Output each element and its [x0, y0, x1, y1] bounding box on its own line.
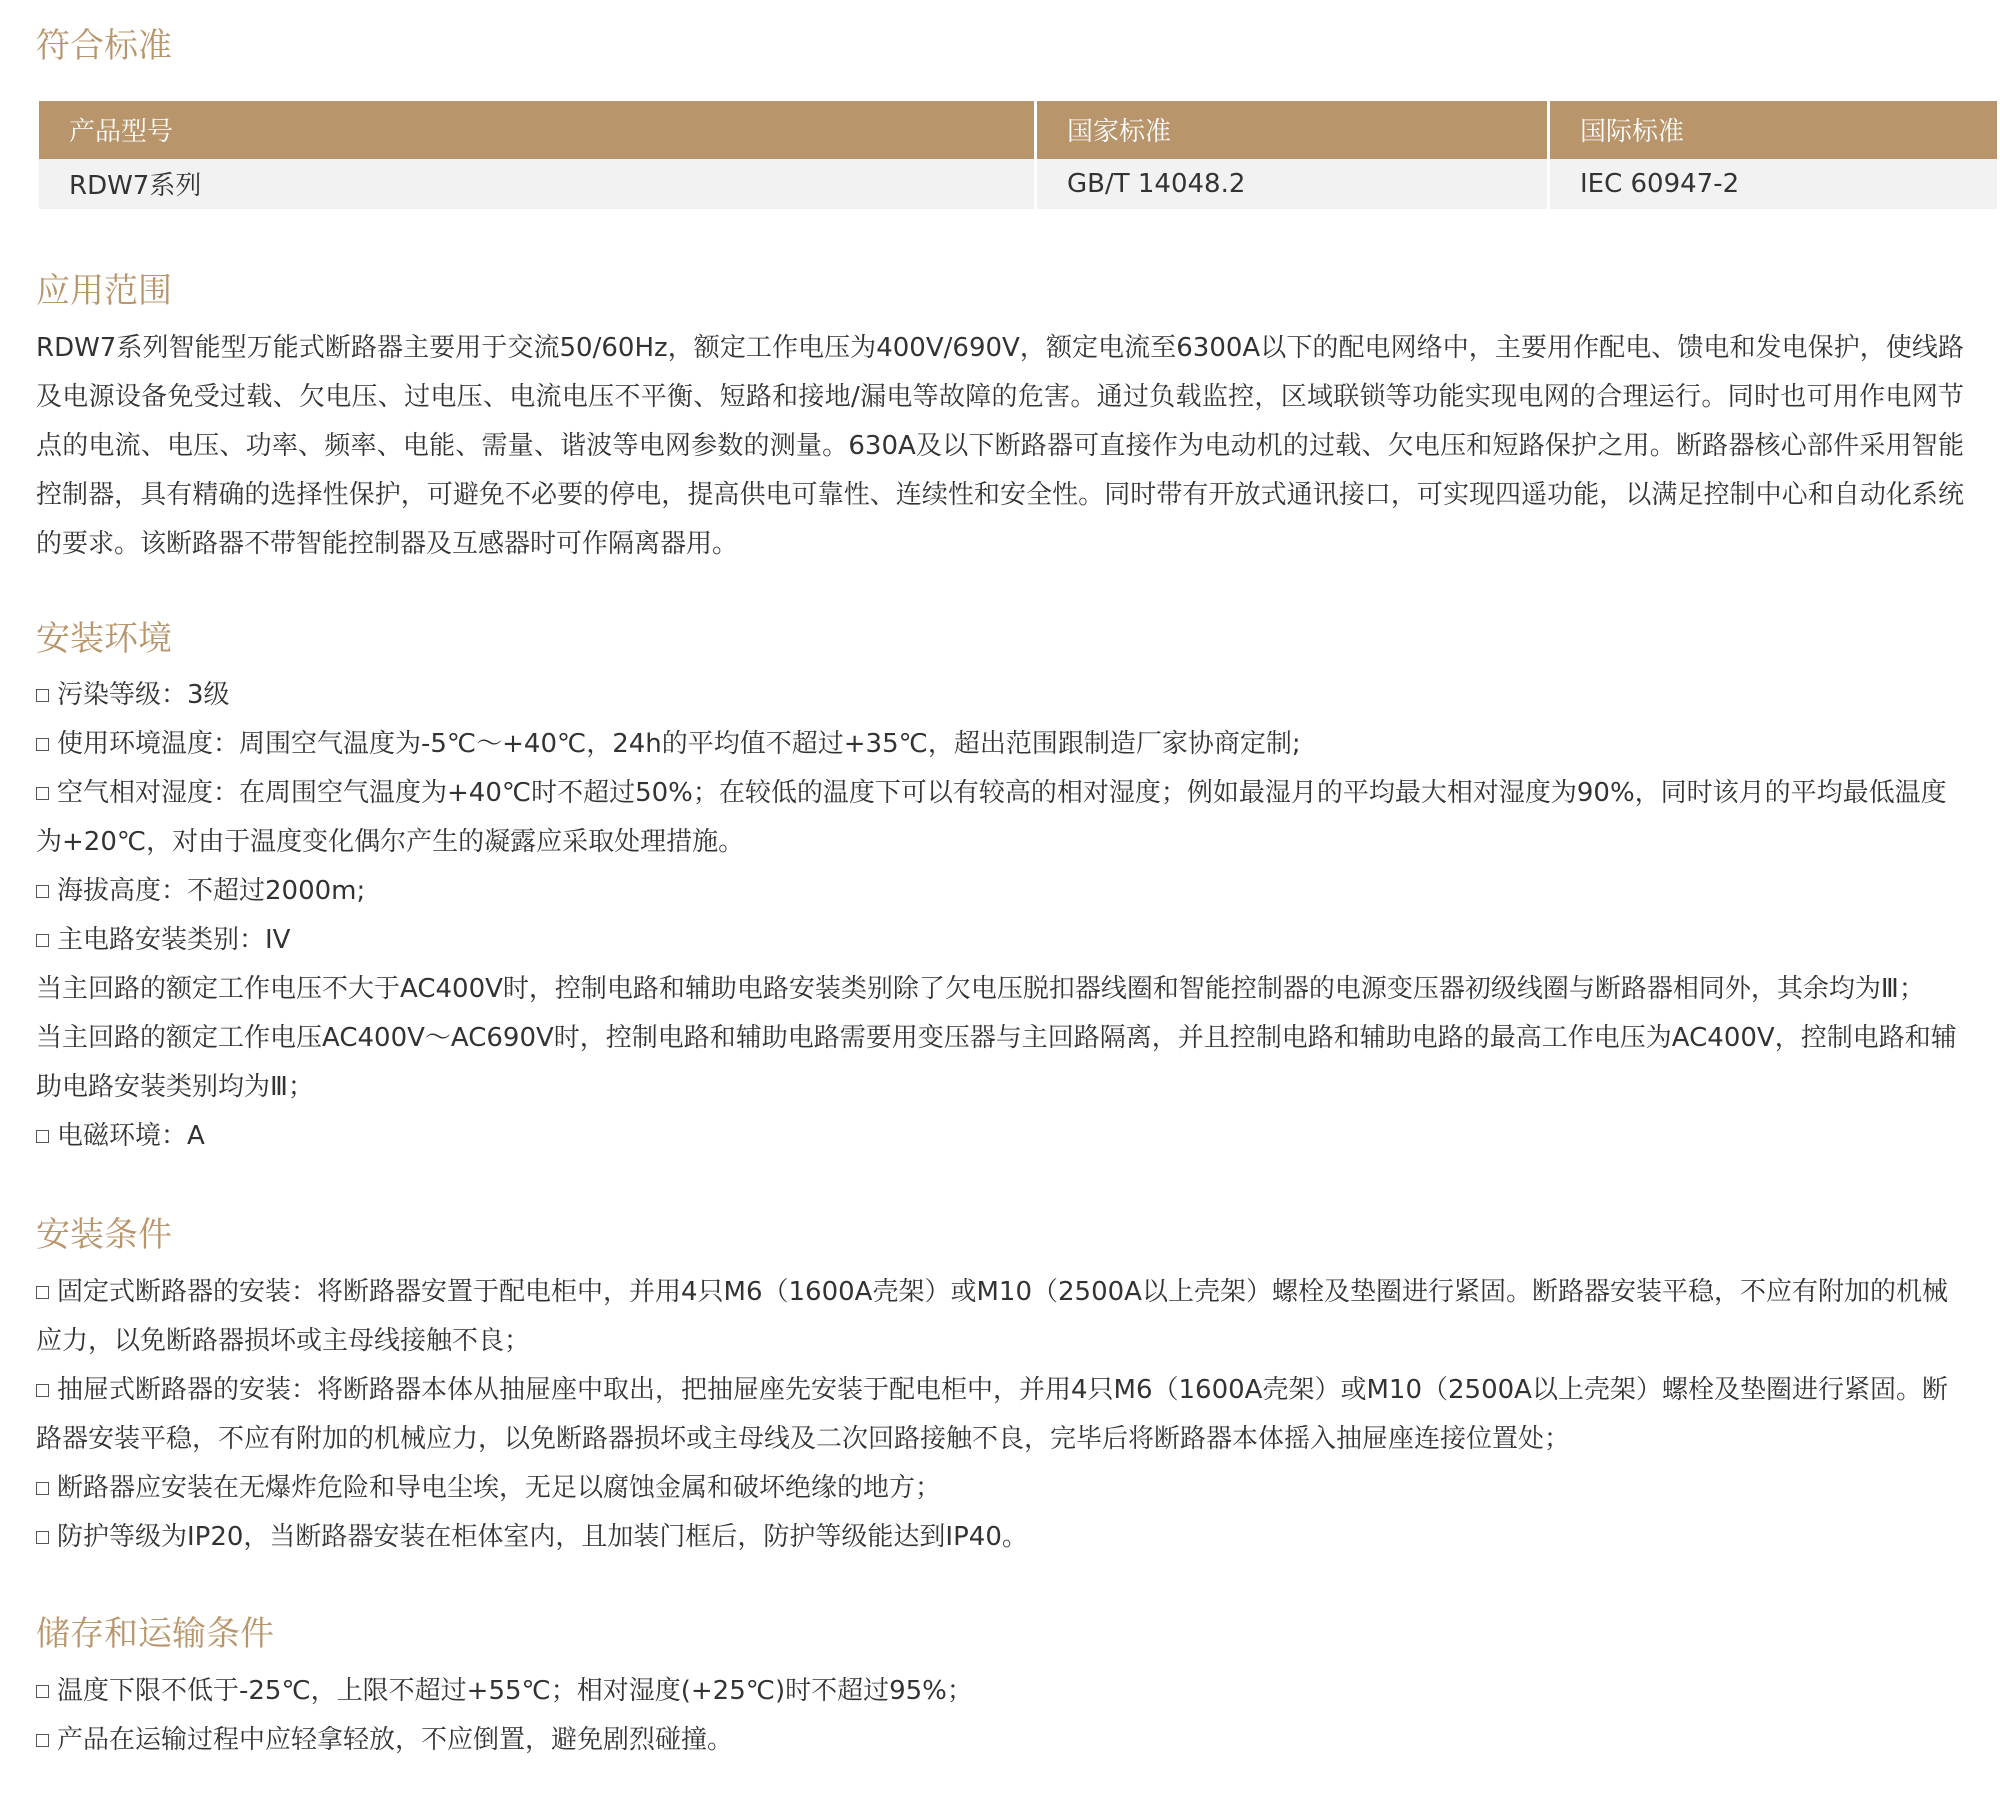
- list-item-text: 电磁环境：A: [57, 1121, 205, 1152]
- list-item-text: 产品在运输过程中应轻拿轻放，不应倒置，避免剧烈碰撞。: [57, 1724, 734, 1755]
- environment-list: [36, 671, 1964, 1161]
- table-header-row: [39, 101, 1997, 159]
- checkbox-bullet-icon: [36, 1130, 49, 1143]
- checkbox-bullet-icon: [36, 1685, 49, 1698]
- list-item: [36, 916, 1964, 965]
- list-item: [36, 1112, 1964, 1161]
- list-item: [36, 1464, 1964, 1513]
- standards-table: [36, 101, 2000, 209]
- list-item: [36, 1667, 1964, 1716]
- cell-product-model: RDW7系列: [39, 159, 1034, 209]
- list-item-text: 抽屉式断路器的安装：将断路器本体从抽屉座中取出，把抽屉座先安装于配电柜中，并用4只M6（1600A壳架）或M10（2500A以上壳架）螺栓及垫圈进行紧固。断路器安装平稳，不应有附加的机械应力，以免断路器损坏或主母线及二次回路接触不良，完毕后将断路器本体摇入抽屉座连接位置处；: [36, 1375, 1948, 1455]
- list-item-text: 温度下限不低于-25℃，上限不超过+55℃；相对湿度(+25℃)时不超过95%；: [57, 1675, 973, 1706]
- list-item-text: 固定式断路器的安装：将断路器安置于配电柜中，并用4只M6（1600A壳架）或M10（2500A以上壳架）螺栓及垫圈进行紧固。断路器安装平稳，不应有附加的机械应力，以免断路器损坏或主母线接触不良；: [36, 1277, 1948, 1357]
- list-item: [36, 867, 1964, 916]
- checkbox-bullet-icon: [36, 1384, 49, 1397]
- environment-note-1: 当主回路的额定工作电压不大于AC400V时，控制电路和辅助电路安装类别除了欠电压脱扣器线圈和智能控制器的电源变压器初级线圈与断路器相同外，其余均为Ⅲ；: [36, 974, 1925, 1005]
- section-title-storage: 储存和运输条件: [36, 1614, 274, 1655]
- cell-international-standard: IEC 60947-2: [1550, 159, 1997, 209]
- table-row: [39, 159, 1997, 209]
- list-item-text: 空气相对湿度：在周围空气温度为+40℃时不超过50%；在较低的温度下可以有较高的相对湿度；例如最湿月的平均最大相对湿度为90%，同时该月的平均最低温度为+20℃，对由于温度变化偶尔产生的凝露应采取处理措施。: [36, 778, 1947, 858]
- list-item: [36, 1716, 1964, 1765]
- section-title-application: 应用范围: [36, 270, 172, 311]
- list-item-text: 使用环境温度：周围空气温度为-5℃～+40℃，24h的平均值不超过+35℃，超出范围跟制造厂家协商定制;: [57, 729, 1301, 760]
- list-item: [36, 671, 1964, 720]
- checkbox-bullet-icon: [36, 689, 49, 702]
- environment-note-2: 当主回路的额定工作电压AC400V～AC690V时，控制电路和辅助电路需要用变压器与主回路隔离，并且控制电路和辅助电路的最高工作电压为AC400V，控制电路和辅助电路安装类别均为Ⅲ；: [36, 1023, 1957, 1103]
- list-item-text: 主电路安装类别：IV: [57, 925, 291, 956]
- checkbox-bullet-icon: [36, 1286, 49, 1299]
- list-item: [36, 1366, 1964, 1464]
- list-item-text: 污染等级：3级: [57, 680, 230, 711]
- checkbox-bullet-icon: [36, 1734, 49, 1747]
- conditions-list: [36, 1268, 1964, 1562]
- checkbox-bullet-icon: [36, 885, 49, 898]
- checkbox-bullet-icon: [36, 738, 49, 751]
- list-item: [36, 769, 1964, 867]
- application-paragraph: RDW7系列智能型万能式断路器主要用于交流50/60Hz，额定工作电压为400V/690V，额定电流至6300A以下的配电网络中，主要用作配电、馈电和发电保护，使线路及电源设备免受过载、欠电压、过电压、电流电压不平衡、短路和接地/漏电等故障的危害。通过负载监控，区域联锁等功能实现电网的合理运行。同时也可用作电网节点的电流、电压、功率、频率、电能、需量、谐波等电网参数的测量。630A及以下断路器可直接作为电动机的过载、欠电压和短路保护之用。断路器核心部件采用智能控制器，具有精确的选择性保护，可避免不必要的停电，提高供电可靠性、连续性和安全性。同时带有开放式通讯接口，可实现四遥功能，以满足控制中心和自动化系统的要求。该断路器不带智能控制器及互感器时可作隔离器用。: [36, 332, 1964, 559]
- header-national-standard: 国家标准: [1037, 101, 1547, 159]
- header-international-standard: 国际标准: [1550, 101, 1997, 159]
- section-title-environment: 安装环境: [36, 618, 172, 659]
- section-title-conditions: 安装条件: [36, 1215, 172, 1256]
- list-item-text: 断路器应安装在无爆炸危险和导电尘埃，无足以腐蚀金属和破坏绝缘的地方；: [57, 1473, 942, 1504]
- list-item: [36, 1513, 1964, 1562]
- storage-list: [36, 1667, 1964, 1765]
- cell-national-standard: GB/T 14048.2: [1037, 159, 1547, 209]
- list-item-text: 防护等级为IP20，当断路器安装在柜体室内，且加装门框后，防护等级能达到IP40。: [57, 1522, 1028, 1553]
- checkbox-bullet-icon: [36, 1482, 49, 1495]
- checkbox-bullet-icon: [36, 1531, 49, 1544]
- list-item: [36, 720, 1964, 769]
- header-product-model: 产品型号: [39, 101, 1034, 159]
- list-item: [36, 1268, 1964, 1366]
- checkbox-bullet-icon: [36, 787, 49, 800]
- section-title-standards: 符合标准: [36, 26, 172, 66]
- list-item-text: 海拔高度：不超过2000m;: [57, 876, 366, 907]
- checkbox-bullet-icon: [36, 934, 49, 947]
- application-body: [36, 324, 1964, 569]
